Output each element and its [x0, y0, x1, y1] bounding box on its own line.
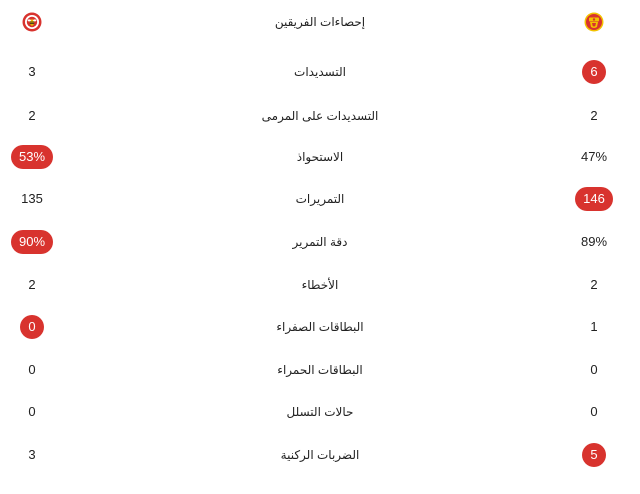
stat-label: التسديدات — [294, 65, 346, 79]
away-value: 2 — [28, 108, 36, 123]
stat-label: الأخطاء — [301, 278, 339, 292]
stats-title: إحصاءات الفريقين — [274, 15, 366, 29]
home-value: 6 — [582, 60, 606, 84]
home-value: 1 — [590, 319, 598, 334]
stat-label: البطاقات الحمراء — [277, 363, 363, 377]
home-value: 2 — [590, 108, 598, 123]
home-value: 2 — [590, 277, 598, 292]
stat-row-fouls — [0, 263, 640, 307]
away-value: 0 — [20, 315, 44, 339]
stat-label: حالات التسلل — [286, 405, 354, 419]
manchester-united-crest-icon — [584, 12, 604, 32]
home-value: 89% — [580, 234, 608, 249]
away-value: 0 — [28, 362, 36, 377]
away-value: 3 — [28, 64, 36, 79]
away-value: 90% — [11, 230, 53, 254]
away-value: 0 — [28, 404, 36, 419]
stat-label: التمريرات — [295, 192, 345, 206]
stat-row-possession — [0, 135, 640, 179]
home-value: 0 — [590, 362, 598, 377]
stat-label: التسديدات على المرمى — [261, 109, 379, 123]
home-value: 47% — [580, 149, 608, 164]
stat-row-shots-on-target — [0, 94, 640, 138]
stat-row-passes — [0, 177, 640, 221]
home-value: 146 — [575, 187, 613, 211]
stat-row-shots — [0, 50, 640, 94]
away-value: 2 — [28, 277, 36, 292]
away-value: 135 — [21, 191, 43, 206]
home-team-crest — [562, 0, 626, 44]
brentford-crest-icon — [22, 12, 42, 32]
stat-row-yellow-cards — [0, 305, 640, 349]
stat-row-corners — [0, 433, 640, 477]
stat-label: الضربات الركنية — [280, 448, 360, 462]
stat-label: دقة التمرير — [292, 235, 348, 249]
home-value: 0 — [590, 404, 598, 419]
stat-row-offsides — [0, 390, 640, 434]
stats-header-row — [0, 0, 640, 44]
stat-row-pass-accuracy — [0, 220, 640, 264]
away-value: 3 — [28, 447, 36, 462]
stat-row-red-cards — [0, 348, 640, 392]
stat-label: الاستحواذ — [296, 150, 344, 164]
away-value: 53% — [11, 145, 53, 169]
stat-label: البطاقات الصفراء — [276, 320, 364, 334]
away-team-crest — [0, 0, 64, 44]
home-value: 5 — [582, 443, 606, 467]
